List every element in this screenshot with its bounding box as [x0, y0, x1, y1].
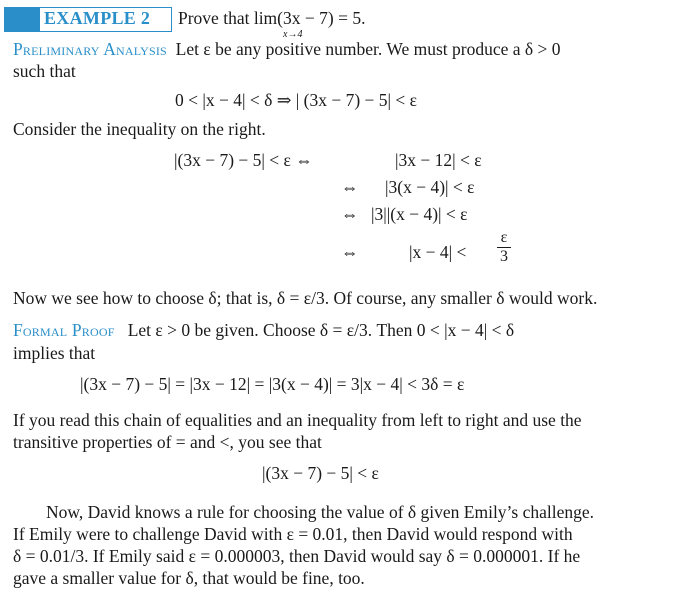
formal-proof-text: Let ε > 0 be given. Choose δ = ε/3. Then 0 < |x − 4| < δ: [127, 320, 515, 340]
closing-line-4: gave a smaller value for δ, that would be fine, too.: [13, 568, 365, 588]
example-statement: [178, 8, 365, 29]
example-label-fill: [4, 7, 40, 32]
statement-expression: (3x − 7) = 5.: [277, 8, 366, 28]
chain-arrow-2: ⇔: [341, 177, 359, 197]
formal-display-equation: |(3x − 7) − 5| = |3x − 12| = |3(x − 4)| = 3|x − 4| < 3δ = ε: [80, 374, 465, 394]
chain-line-1: |3x − 12| < ε: [395, 150, 482, 170]
statement-prefix: Prove that: [178, 8, 254, 28]
fraction-numerator: ε: [500, 229, 508, 246]
preliminary-heading: Preliminary Analysis: [13, 39, 167, 59]
closing-line-2: If Emily were to challenge David with ε = 0.01, then David would respond with: [13, 524, 573, 544]
formal-proof-text-continued: implies that: [13, 343, 96, 363]
formal-proof-paragraph: [13, 320, 514, 341]
transitive-paragraph-line-1: If you read this chain of equalities and an inequality from left to right and use the: [13, 410, 582, 430]
formal-proof-heading: Formal Proof: [13, 320, 115, 340]
chain-line-4: |x − 4| <: [409, 242, 467, 262]
preliminary-paragraph: [13, 39, 561, 60]
preliminary-text-continued: such that: [13, 61, 76, 81]
chain-arrow-4: ⇔: [341, 242, 359, 262]
consider-sentence: Consider the inequality on the right.: [13, 119, 266, 139]
chain-line-2: |3(x − 4)| < ε: [385, 177, 475, 197]
closing-line-3: δ = 0.01/3. If Emily said ε = 0.000003, then David would say δ = 0.000001. If he: [13, 546, 581, 566]
example-label: EXAMPLE 2: [44, 8, 151, 28]
closing-line-1: Now, David knows a rule for choosing the value of δ given Emily’s challenge.: [46, 502, 595, 522]
preliminary-display-equation: 0 < |x − 4| < δ ⇒ | (3x − 7) − 5| < ε: [175, 90, 418, 110]
chain-lhs: |(3x − 7) − 5| < ε ⇔: [174, 150, 313, 170]
choose-delta-sentence: Now we see how to choose δ; that is, δ = ε/3. Of course, any smaller δ would work.: [13, 288, 598, 308]
chain-arrow-3: ⇔: [341, 204, 359, 224]
lim-subscript: x→4: [283, 29, 303, 40]
lim-operator: lim: [253, 8, 278, 28]
chain-line-3: |3||(x − 4)| < ε: [371, 204, 468, 224]
final-display-equation: |(3x − 7) − 5| < ε: [262, 463, 379, 483]
transitive-paragraph-line-2: transitive properties of = and <, you see that: [13, 432, 322, 452]
epsilon-over-three-fraction: [497, 229, 511, 266]
preliminary-text: Let ε be any positive number. We must produce a δ > 0: [175, 39, 561, 59]
fraction-denominator: 3: [500, 248, 508, 265]
